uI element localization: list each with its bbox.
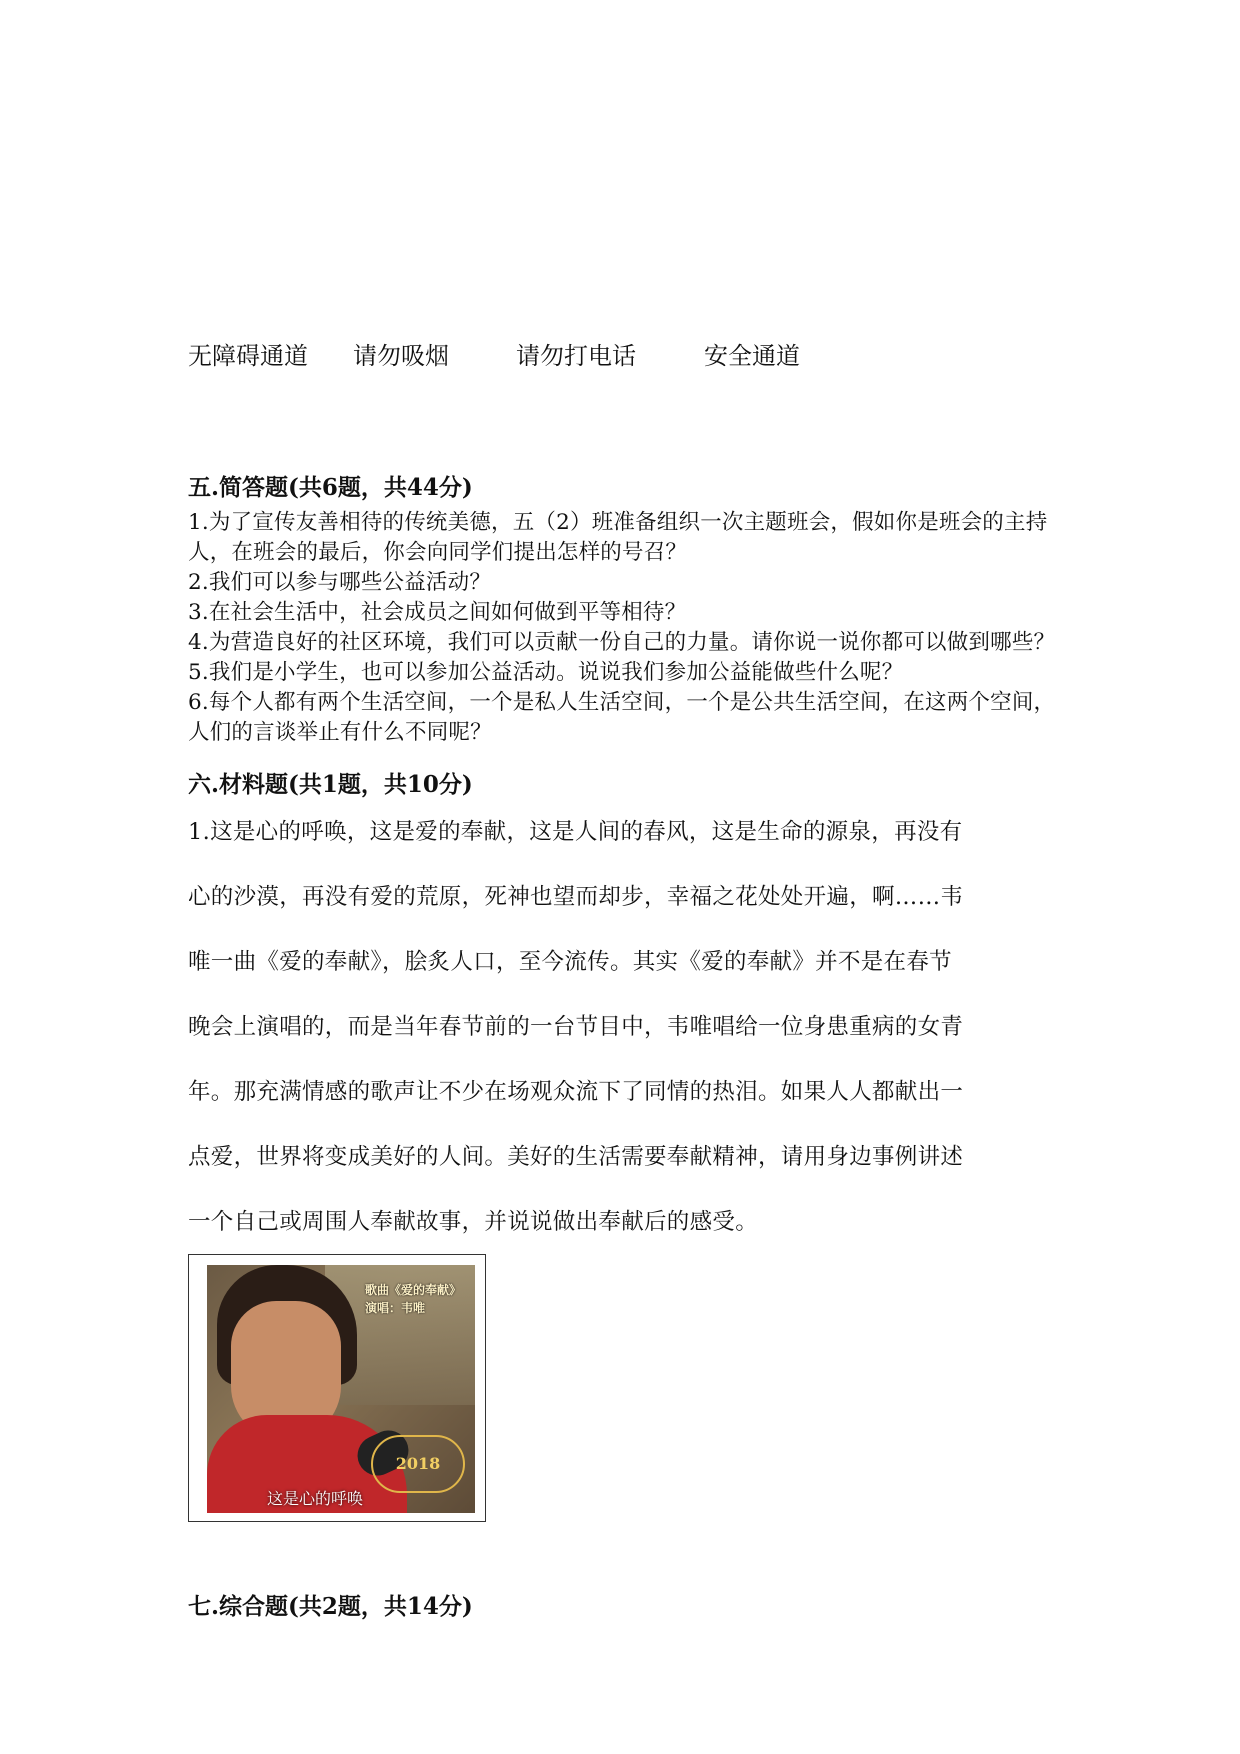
material-line: 心的沙漠，再没有爱的荒原，死神也望而却步，幸福之花处处开遍，啊……韦 [188,884,964,910]
material-line: 点爱，世界将变成美好的人间。美好的生活需要奉献精神，请用身边事例讲述 [188,1144,964,1170]
material-line: 一个自己或周围人奉献故事，并说说做出奉献后的感受。 [188,1209,759,1235]
question-4: 4.为营造良好的社区环境，我们可以贡献一份自己的力量。请你说一说你都可以做到哪些？ [188,630,1056,655]
photo-logo: 2018 [371,1435,465,1493]
sign-label-accessible-passage: 无障碍通道 [188,342,308,370]
sign-label-safety-exit: 安全通道 [704,342,800,370]
section-title-short-answer: 五.简答题(共6题，共44分) [188,474,473,501]
singer-photo-frame [188,1254,486,1522]
sign-label-no-phone: 请勿打电话 [516,342,636,370]
short-answer-question-list [188,508,1068,748]
material-question-text [188,800,1068,1255]
section-title-comprehensive: 七.综合题(共2题，共14分) [188,1593,473,1620]
question-5: 5.我们是小学生，也可以参加公益活动。说说我们参加公益能做些什么呢？ [188,660,904,685]
photo-subtitle: 这是心的呼唤 [267,1489,364,1508]
section-title-material: 六.材料题(共1题，共10分) [188,771,473,798]
singer-photo [207,1265,475,1513]
photo-caption-song: 歌曲《爱的奉献》 [364,1283,461,1297]
sign-label-no-smoking: 请勿吸烟 [353,342,449,370]
photo-caption-singer: 演唱：韦唯 [364,1301,425,1315]
photo-caption [365,1281,461,1317]
material-line: 1.这是心的呼唤，这是爱的奉献，这是人间的春风，这是生命的源泉，再没有 [188,819,963,845]
question-6: 6.每个人都有两个生活空间，一个是私人生活空间，一个是公共生活空间，在这两个空间，人们的言谈举止有什么不同呢？ [188,690,1056,745]
material-line: 唯一曲《爱的奉献》，脍炙人口，至今流传。其实《爱的奉献》并不是在春节 [188,949,952,975]
material-line: 年。那充满情感的歌声让不少在场观众流下了同情的热泪。如果人人都献出一 [188,1079,964,1105]
question-1: 1.为了宣传友善相待的传统美德，五（2）班准备组织一次主题班会，假如你是班会的主持人，在班会的最后，你会向同学们提出怎样的号召？ [188,510,1048,565]
question-3: 3.在社会生活中，社会成员之间如何做到平等相待？ [188,600,687,625]
material-line: 晚会上演唱的，而是当年春节前的一台节目中，韦唯唱给一位身患重病的女青 [188,1014,964,1040]
question-2: 2.我们可以参与哪些公益活动？ [188,570,492,595]
